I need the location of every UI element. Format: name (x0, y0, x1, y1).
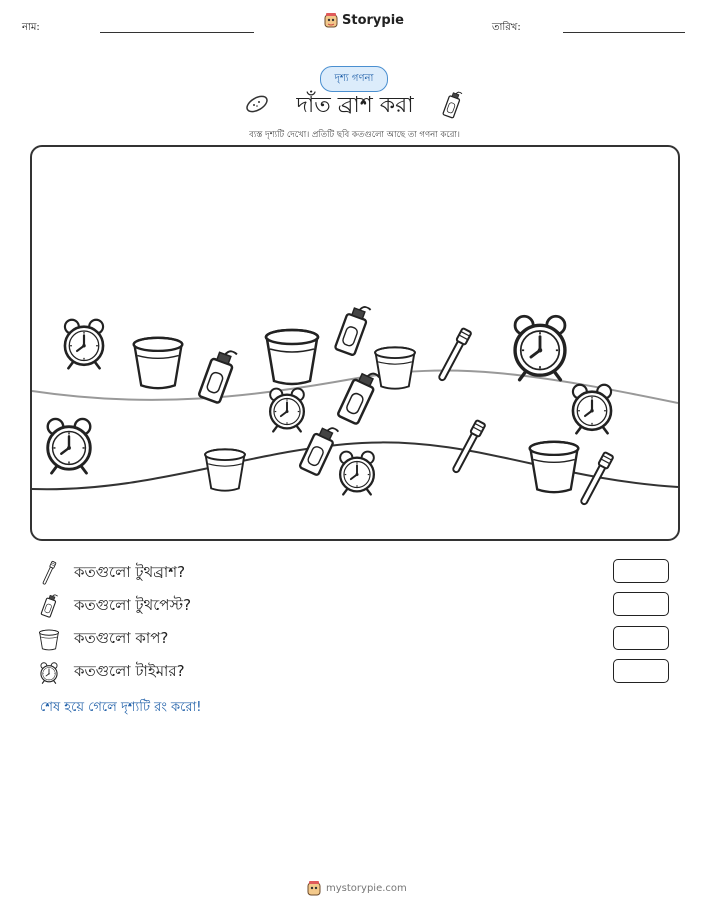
question-text: কতগুলো কাপ? (74, 629, 169, 647)
alarm-clock (340, 452, 374, 495)
name-label: নাম: (22, 22, 40, 33)
answer-box-toothbrush[interactable] (613, 559, 669, 583)
toothbrush (436, 328, 471, 382)
question-text: কতগুলো টুথব্রাশ? (74, 562, 186, 581)
alarm-clock (65, 320, 103, 369)
page-title: দাঁত ব্রাশ করা (296, 93, 414, 118)
counting-scene (30, 145, 680, 541)
footer (307, 880, 407, 896)
question-timer (38, 660, 185, 685)
category-badge: দৃশ্য গণনা (320, 66, 388, 92)
question-toothpaste (38, 593, 191, 619)
question-text: কতগুলো টুথপেস্ট? (74, 595, 192, 614)
brand-logo (324, 12, 404, 28)
timer-icon (38, 662, 60, 684)
toothpaste-icon (38, 593, 60, 619)
storypie-mascot-icon (324, 12, 338, 28)
toothbrush (450, 420, 485, 474)
cup (375, 347, 415, 388)
answer-box-cup[interactable] (613, 626, 669, 650)
date-line[interactable] (563, 32, 685, 33)
cup (134, 338, 183, 388)
footer-url[interactable]: mystorypie.com (326, 882, 407, 894)
brand-name: Storypie (342, 12, 404, 28)
date-label: তারিখ: (492, 22, 521, 33)
answer-box-toothpaste[interactable] (613, 592, 669, 616)
cup (530, 442, 579, 492)
toothpaste-tube (198, 346, 237, 404)
storypie-mascot-icon (307, 880, 321, 896)
scene-drawing (32, 147, 678, 539)
toothpaste-icon (441, 90, 463, 120)
cup (205, 449, 245, 490)
finish-instruction: শেষ হয়ে গেলে দৃশ্যটি রং করো! (40, 700, 202, 715)
cup (266, 330, 318, 384)
name-line[interactable] (100, 32, 254, 33)
cup-icon (38, 629, 60, 651)
alarm-clock (48, 419, 91, 473)
alarm-clock (515, 316, 565, 379)
toothbrush-icon (38, 560, 60, 586)
question-text: কতগুলো টাইমার? (74, 662, 185, 680)
alarm-clock (270, 389, 304, 432)
toothpaste-tube (335, 302, 371, 356)
question-toothbrush (38, 560, 185, 586)
answer-box-timer[interactable] (613, 659, 669, 683)
alarm-clock (573, 385, 611, 434)
question-cup (38, 627, 168, 652)
instructions: ব্যস্ত দৃশ্যটি দেখো। প্রতিটি ছবি কতগুলো আছে তা গণনা করো। (249, 130, 460, 140)
